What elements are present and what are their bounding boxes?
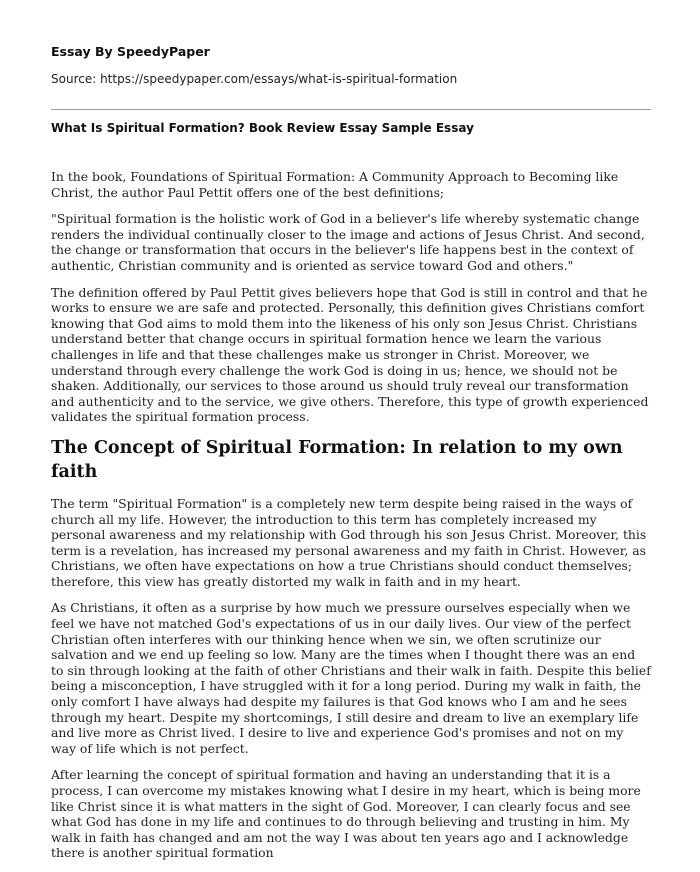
paragraph: As Christians, it often as a surprise by how much we pressure ourselves especially when we feel we have not matched God's expectations of us in our daily lives. Our view of the perfect Christian often interferes with our thinking hence when we sin, we often scrutinize our salvation and we end up feeling so low. Many are the times when I thought there was an end to sin through looking at the faith of other Christians and their walk in faith. Despite this belief being a misconception, I have struggled with it for a long period. During my walk in faith, the only comfort I have always had despite my failures is that God knows who I am and he sees through my heart. Despite my shortcomings, I still desire and dream to live an exemplary life and live more as Christ lived. I desire to live and experience God's promises and not on my way of life which is not perfect. [51,600,651,756]
header-divider [51,109,651,110]
document-title: What Is Spiritual Formation? Book Review Essay Sample Essay [51,121,474,135]
paragraph: In the book, Foundations of Spiritual Formation: A Community Approach to Becoming like Christ, the author Paul Pettit offers one of the best definitions; [51,169,619,200]
document-body [51,169,651,872]
paragraph: The term "Spiritual Formation" is a completely new term despite being raised in the ways of church all my life. However, the introduction to this term has completely increased my personal awareness and my relationship with God through his son Jesus Christ. Moreover, this term is a revelation, has increased my personal awareness and my faith in Christ. However, as Christians, we often have expectations on how a true Christians should conduct themselves; therefore, this view has greatly distorted my walk in faith and in my heart. [51,495,647,589]
paragraph: The definition offered by Paul Pettit gives believers hope that God is still in control and that he works to ensure we are safe and protected. Personally, this definition gives Christians comfort knowing that God aims to mold them into the likeness of his only son Jesus Christ. Christians understand better that change occurs in spiritual formation hence we learn the various challenges in life and that these challenges make us stronger in Christ. Moreover, we understand through every challenge the work God is doing in us; hence, we should not be shaken. Additionally, our services to those around us should truly reveal our transformation and authenticity and to the service, we give others. Therefore, this type of growth experienced validates the spiritual formation process. [51,284,649,425]
section-heading: The Concept of Spiritual Formation: In relation to my own faith [51,437,623,482]
quote-paragraph: "Spiritual formation is the holistic work of God in a believer's life whereby systematic change renders the individual continually closer to the image and actions of Jesus Christ. And second, the change or transformation that occurs in the believer's life happens best in the context of authentic, Christian community and is oriented as service toward God and others." [51,211,645,273]
paragraph: After learning the concept of spiritual formation and having an understanding that it is a process, I can overcome my mistakes knowing what I desire in my heart, which is being more like Christ since it is what matters in the sight of God. Moreover, I can clearly focus and see what God has done in my life and continues to do through believing and trusting in him. My walk in faith has changed and am not the way I was about ten years ago and I acknowledge there is another spiritual formation [51,767,641,861]
brand-label: Essay By SpeedyPaper [51,44,210,59]
source-line: Source: https://speedypaper.com/essays/what-is-spiritual-formation [51,72,458,86]
